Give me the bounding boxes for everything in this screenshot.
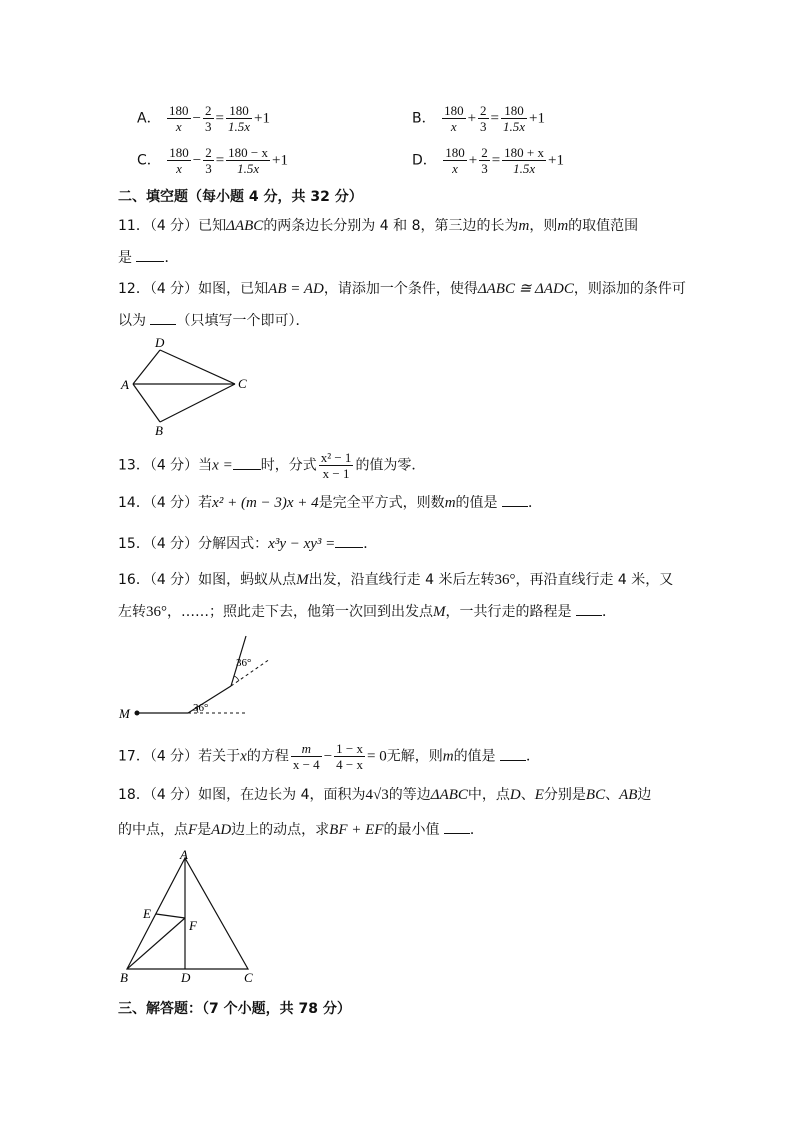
- question-13: 13．（4 分）当x = 时，分式 $\frac{\text{x² − 1}}{x - 1}$ 的值为零．: [118, 450, 426, 481]
- question-16-line2: 左转36°，……；照此走下去，他第一次回到出发点M，一共行走的路程是 ．: [118, 601, 616, 622]
- label-d: D: [155, 335, 165, 350]
- question-12: 12．（4 分）如图，已知AB = AD，请添加一个条件，使得ΔABC ≅ ΔADC，则添加的条件可: [118, 281, 686, 297]
- label-b: B: [155, 423, 163, 438]
- label-c: C: [238, 376, 247, 391]
- question-18-line2: 的中点，点F是AD边上的动点，求BF + EF的最小值 ．: [118, 819, 484, 840]
- question-11-line2: 是 ．: [118, 247, 178, 268]
- section-title-fill-in: 二、填空题（每小题 4 分，共 32 分）: [118, 189, 363, 205]
- figure-12-kite: [115, 335, 255, 440]
- question-17: 17．（4 分）若关于x的方程 $\frac{m}{x - 4}$ − $\frac{1 - x}{4 - x}$ = 0无解，则m的值是 ．: [118, 741, 541, 772]
- section-title-solutions: 三、解答题：（7 个小题，共 78 分）: [118, 1001, 351, 1017]
- question-11: 11．（4 分）已知ΔABC的两条边长分别为 4 和 8，第三边的长为m，则m的取值范围: [118, 218, 639, 234]
- label-f: F: [189, 918, 197, 933]
- answer-blank[interactable]: [233, 455, 261, 470]
- label-b: B: [120, 970, 128, 985]
- answer-blank[interactable]: [502, 492, 528, 507]
- question-14: 14．（4 分）若x² + (m − 3)x + 4是完全平方式，则数m的值是 ．: [118, 492, 542, 513]
- label-c: C: [244, 970, 253, 985]
- answer-blank[interactable]: [500, 746, 526, 761]
- answer-blank[interactable]: [136, 247, 164, 262]
- question-16: 16．（4 分）如图，蚂蚁从点M出发，沿直线行走 4 米后左转36°，再沿直线行走 4 米，又: [118, 572, 674, 588]
- answer-blank[interactable]: [150, 310, 176, 325]
- label-d: D: [181, 970, 191, 985]
- answer-blank[interactable]: [576, 601, 602, 616]
- choice-a: A． $\frac{180}{x}$ − $\frac{2}{3}$ = $\frac{180}{1.5x}$ +1: [137, 103, 270, 134]
- label-a: A: [121, 377, 129, 392]
- figure-18-triangle: [115, 848, 265, 988]
- angle-label-upper: 36°: [236, 657, 252, 669]
- choice-c: C． $\frac{180}{x}$ − $\frac{2}{3}$ = $\frac{180 - x}{1.5x}$ +1: [137, 145, 288, 176]
- question-15: 15．（4 分）分解因式：x³y − xy³ = ．: [118, 533, 377, 554]
- fraction: $\frac{180}{x}$: [169, 103, 189, 134]
- angle-label-lower: 36°: [193, 702, 209, 714]
- question-12-line2: 以为 （只填写一个即可）．: [118, 310, 309, 331]
- choice-d: D． $\frac{180}{x}$ + $\frac{2}{3}$ = $\frac{180 + x}{1.5x}$ +1: [412, 145, 564, 176]
- answer-blank[interactable]: [335, 533, 363, 548]
- label-e: E: [143, 906, 151, 921]
- answer-blank[interactable]: [444, 819, 470, 834]
- question-18: 18．（4 分）如图，在边长为 4，面积为4√3的等边ΔABC中，点D、E分别是BC、AB边: [118, 787, 652, 803]
- label-a: A: [180, 848, 188, 862]
- figure-16-ant-path: [115, 632, 285, 727]
- choice-b: B． $\frac{180}{x}$ + $\frac{2}{3}$ = $\frac{180}{1.5x}$ +1: [412, 103, 545, 134]
- label-m: M: [119, 706, 130, 721]
